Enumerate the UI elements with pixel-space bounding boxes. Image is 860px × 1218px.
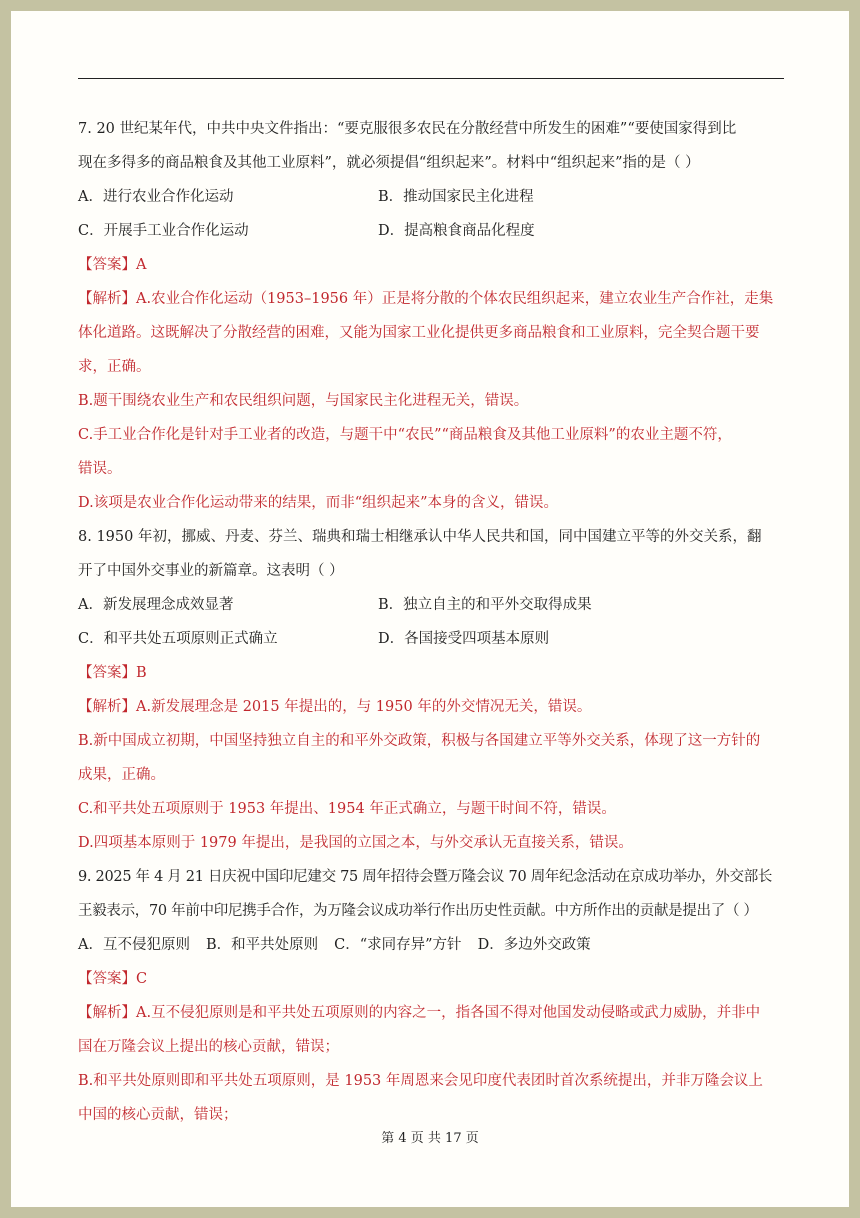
q9-explanation-line4: 中国的核心贡献，错误； [78,1107,238,1123]
q9-explanation-line3: B.和平共处原则即和平共处五项原则，是 1953 年周恩来会见印度代表团时首次系统提出，并非万隆会议上 [78,1073,763,1089]
q9-option-c: C．“求同存异”方针 [334,937,462,953]
q7-explanation-line2: 体化道路。这既解决了分散经营的困难，又能为国家工业化提供更多商品粮食和工业原料，完全契合题干要 [78,325,760,341]
page-footer: 第 4 页 共 17 页 [381,1131,479,1146]
q8-explanation-line3: 成果，正确。 [78,767,165,783]
q9-explanation-line1: 【解析】A.互不侵犯原则是和平共处五项原则的内容之一，指各国不得对他国发动侵略或武力威胁，并非中 [78,1005,761,1021]
q7-option-d: D．提高粮食商品化程度 [378,223,535,239]
q8-options-row1 [78,588,790,622]
q8-explanation-line2: B.新中国成立初期，中国坚持独立自主的和平外交政策，积极与各国建立平等外交关系，体现了这一方针的 [78,733,761,749]
q7-options-row1 [78,180,790,214]
q8-option-b: B．独立自主的和平外交取得成果 [378,597,592,613]
q7-explanation-line4: B.题干围绕农业生产和农民组织问题，与国家民主化进程无关，错误。 [78,393,529,409]
q8-explanation-line1: 【解析】A.新发展理念是 2015 年提出的，与 1950 年的外交情况无关，错误。 [78,699,592,715]
q9-answer: 【答案】C [78,971,148,987]
q8-explanation-line4: C.和平共处五项原则于 1953 年提出、1954 年正式确立，与题干时间不符，错误。 [78,801,616,817]
q7-explanation-line3: 求，正确。 [78,359,151,375]
q9-options-row [78,928,790,962]
q7-explanation-line6: 错误。 [78,461,122,477]
q7-explanation-line1: 【解析】A.农业合作化运动（1953–1956 年）正是将分散的个体农民组织起来，建立农业生产合作社，走集 [78,291,774,307]
q8-answer: 【答案】B [78,665,147,681]
q8-option-a: A．新发展理念成效显著 [78,597,234,613]
q8-option-c: C．和平共处五项原则正式确立 [78,631,278,647]
q7-explanation-line7: D.该项是农业合作化运动带来的结果，而非“组织起来”本身的含义，错误。 [78,495,559,511]
q7-stem-line1: 7. 20 世纪某年代，中共中央文件指出：“要克服很多农民在分散经营中所发生的困难”“要使国家得到比 [78,121,737,137]
q8-explanation-line5: D.四项基本原则于 1979 年提出，是我国的立国之本，与外交承认无直接关系，错误。 [78,835,633,851]
q7-options-row2 [78,214,790,248]
q9-stem-line2: 王毅表示，70 年前中印尼携手合作，为万隆会议成功举行作出历史性贡献。中方所作出的贡献是提出了（ ） [78,903,758,919]
q7-option-c: C．开展手工业合作化运动 [78,223,249,239]
q9-stem-line1: 9. 2025 年 4 月 21 日庆祝中国印尼建交 75 周年招待会暨万隆会议 70 周年纪念活动在京成功举办，外交部长 [78,869,773,885]
q7-answer: 【答案】A [78,257,147,273]
q8-stem-line1: 8. 1950 年初，挪威、丹麦、芬兰、瑞典和瑞士相继承认中华人民共和国，同中国建立平等的外交关系，翻 [78,529,762,545]
q7-explanation-line5: C.手工业合作化是针对手工业者的改造，与题干中“农民”“商品粮食及其他工业原料”的农业主题不符， [78,427,732,443]
page-content [78,112,790,1132]
q9-option-a: A．互不侵犯原则 [78,937,190,953]
header-rule [78,78,784,79]
q9-option-b: B．和平共处原则 [205,937,319,953]
q9-option-d: D．多边外交政策 [477,937,591,953]
q8-stem-line2: 开了中国外交事业的新篇章。这表明（ ） [78,563,344,579]
q9-explanation-line2: 国在万隆会议上提出的核心贡献，错误； [78,1039,339,1055]
q7-option-a: A．进行农业合作化运动 [78,189,234,205]
q8-options-row2 [78,622,790,656]
document-page [11,11,849,1207]
q7-stem-line2: 现在多得多的商品粮食及其他工业原料”，就必须提倡“组织起来”。材料中“组织起来”指的是（ ） [78,155,700,171]
q7-option-b: B．推动国家民主化进程 [378,189,534,205]
q8-option-d: D．各国接受四项基本原则 [378,631,550,647]
